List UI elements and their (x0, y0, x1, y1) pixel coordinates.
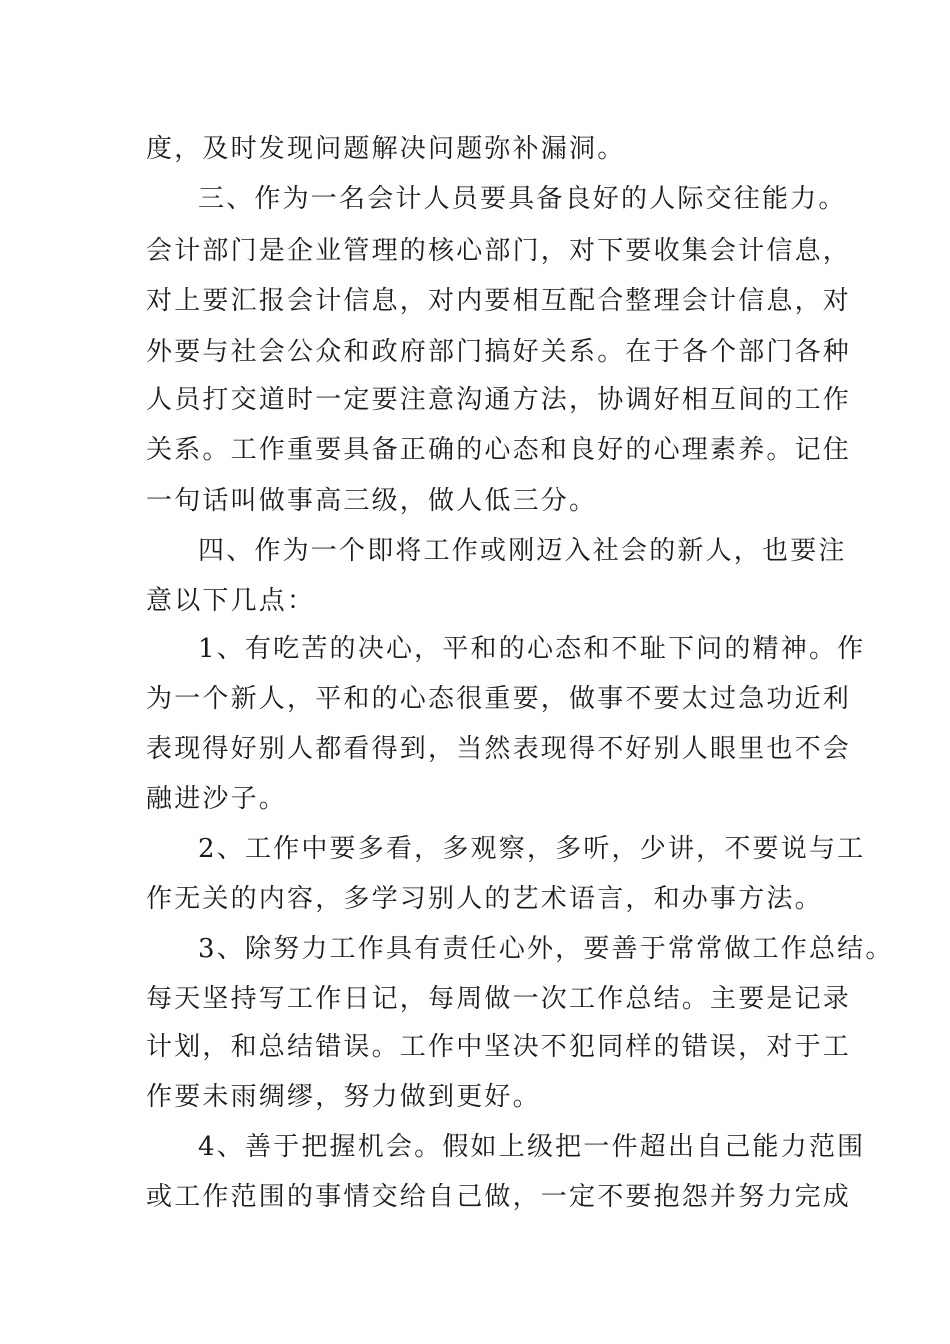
text-line: 对上要汇报会计信息，对内要相互配合整理会计信息，对 (146, 286, 852, 316)
text-line: 融进沙子。 (146, 784, 288, 814)
text-line: 外要与社会公众和政府部门搞好关系。在于各个部门各种 (146, 337, 852, 367)
text-line: 关系。工作重要具备正确的心态和良好的心理素养。记住 (146, 435, 852, 465)
text-line: 每天坚持写工作日记，每周做一次工作总结。主要是记录 (146, 984, 852, 1014)
text-line: 人员打交道时一定要注意沟通方法，协调好相互间的工作 (146, 385, 852, 415)
text-line: 作无关的内容，多学习别人的艺术语言，和办事方法。 (146, 884, 823, 914)
text-line: 1、有吃苦的决心，平和的心态和不耻下问的精神。作 (198, 634, 866, 664)
text-line: 为一个新人，平和的心态很重要，做事不要太过急功近利 (146, 684, 852, 714)
text-line: 4、善于把握机会。假如上级把一件超出自己能力范围 (198, 1132, 866, 1162)
text-line: 度，及时发现问题解决问题弥补漏洞。 (146, 134, 626, 164)
text-line: 一句话叫做事高三级，做人低三分。 (146, 486, 598, 516)
text-line: 计划，和总结错误。工作中坚决不犯同样的错误，对于工 (146, 1032, 852, 1062)
text-line: 或工作范围的事情交给自己做，一定不要抱怨并努力完成 (146, 1182, 852, 1212)
text-line: 四、作为一个即将工作或刚迈入社会的新人，也要注 (198, 536, 847, 566)
text-line: 作要未雨绸缪，努力做到更好。 (146, 1082, 541, 1112)
text-line: 3、除努力工作具有责任心外，要善于常常做工作总结。 (198, 934, 894, 964)
text-line: 意以下几点： (146, 586, 316, 616)
text-line: 会计部门是企业管理的核心部门，对下要收集会计信息， (146, 236, 852, 266)
text-line: 表现得好别人都看得到，当然表现得不好别人眼里也不会 (146, 734, 852, 764)
text-line: 三、作为一名会计人员要具备良好的人际交往能力。 (198, 184, 847, 214)
text-line: 2、工作中要多看，多观察，多听，少讲，不要说与工 (198, 834, 866, 864)
